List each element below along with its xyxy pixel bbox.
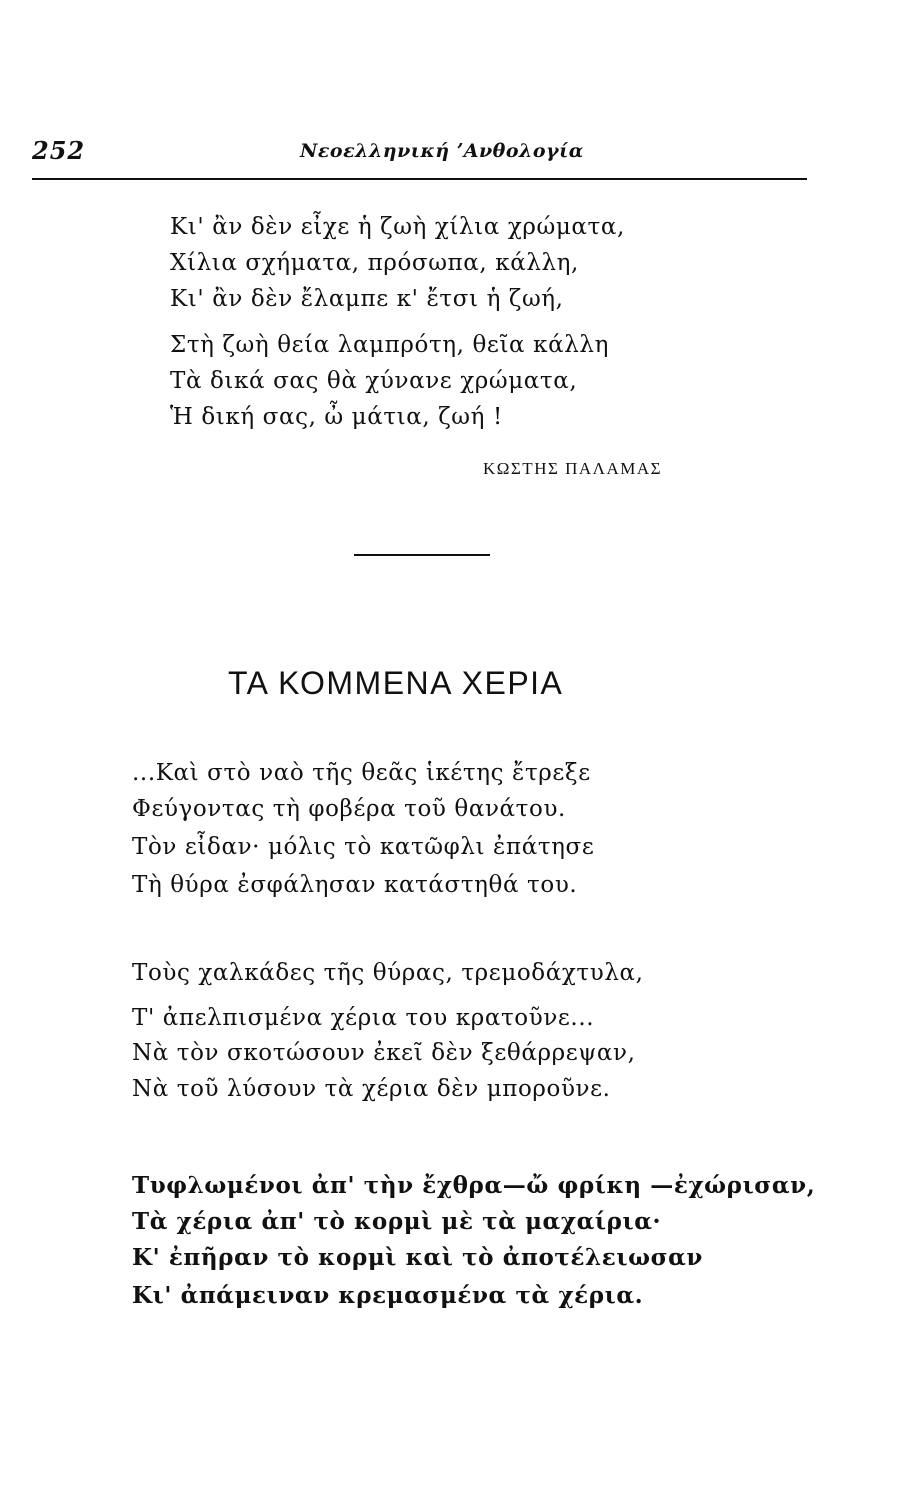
poem-line: Ἡ δική σας, ὦ μάτια, ζωή ! [170,404,503,430]
page-number: 252 [32,136,86,165]
poem-line: Νὰ τοῦ λύσουν τὰ χέρια δὲν μποροῦνε. [132,1076,611,1102]
poem-line: Φεύγοντας τὴ φοβέρα τοῦ θανάτου. [132,796,566,822]
poem-line: Κι' ἀπάμειναν κρεμασμένα τὰ χέρια. [132,1282,644,1309]
poem-line: ...Καὶ στὸ ναὸ τῆς θεᾶς ἱκέτης ἔτρεξε [132,760,591,786]
poem-line: Τυφλωμένοι ἀπ' τὴν ἔχθρα—ὤ φρίκη —ἐχώρισαν, [132,1172,816,1199]
poem-line: Τοὺς χαλκάδες τῆς θύρας, τρεμοδάχτυλα, [132,960,644,986]
author-signature: ΚΩΣΤΗΣ ΠΑΛΑΜΑΣ [483,459,663,478]
poem-line: Στὴ ζωὴ θεία λαμπρότη, θεῖα κάλλη [170,332,609,358]
poem-line: Τὰ δικά σας θὰ χύνανε χρώματα, [170,368,578,394]
poem-line: Χίλια σχήματα, πρόσωπα, κάλλη, [170,250,579,276]
poem-line: Κι' ἂν δὲν ἔλαμπε κ' ἔτσι ἡ ζωή, [170,286,564,312]
poem-title: ΤΑ ΚΟΜΜΕΝΑ ΧΕΡΙΑ [228,665,564,701]
poem-line: Τὰ χέρια ἀπ' τὸ κορμὶ μὲ τὰ μαχαίρια· [132,1208,662,1235]
poem-line: Κ' ἐπῆραν τὸ κορμὶ καὶ τὸ ἀποτέλειωσαν [132,1244,703,1271]
poem-line: Τ' ἀπελπισμένα χέρια του κρατοῦνε... [132,1005,595,1031]
running-title: Νεοελληνική ʼΑνθολογία [300,140,584,162]
poem-line: Νὰ τὸν σκοτώσουν ἐκεῖ δὲν ξεθάρρεψαν, [132,1040,636,1066]
header-rule [32,178,807,180]
poem-line: Κι' ἂν δὲν εἶχε ἡ ζωὴ χίλια χρώματα, [170,214,625,240]
poem-line: Τὴ θύρα ἐσφάλησαν κατάστηθά του. [132,872,578,898]
section-divider [354,554,490,556]
poem-line: Τὸν εἶδαν· μόλις τὸ κατῶφλι ἐπάτησε [132,834,595,860]
